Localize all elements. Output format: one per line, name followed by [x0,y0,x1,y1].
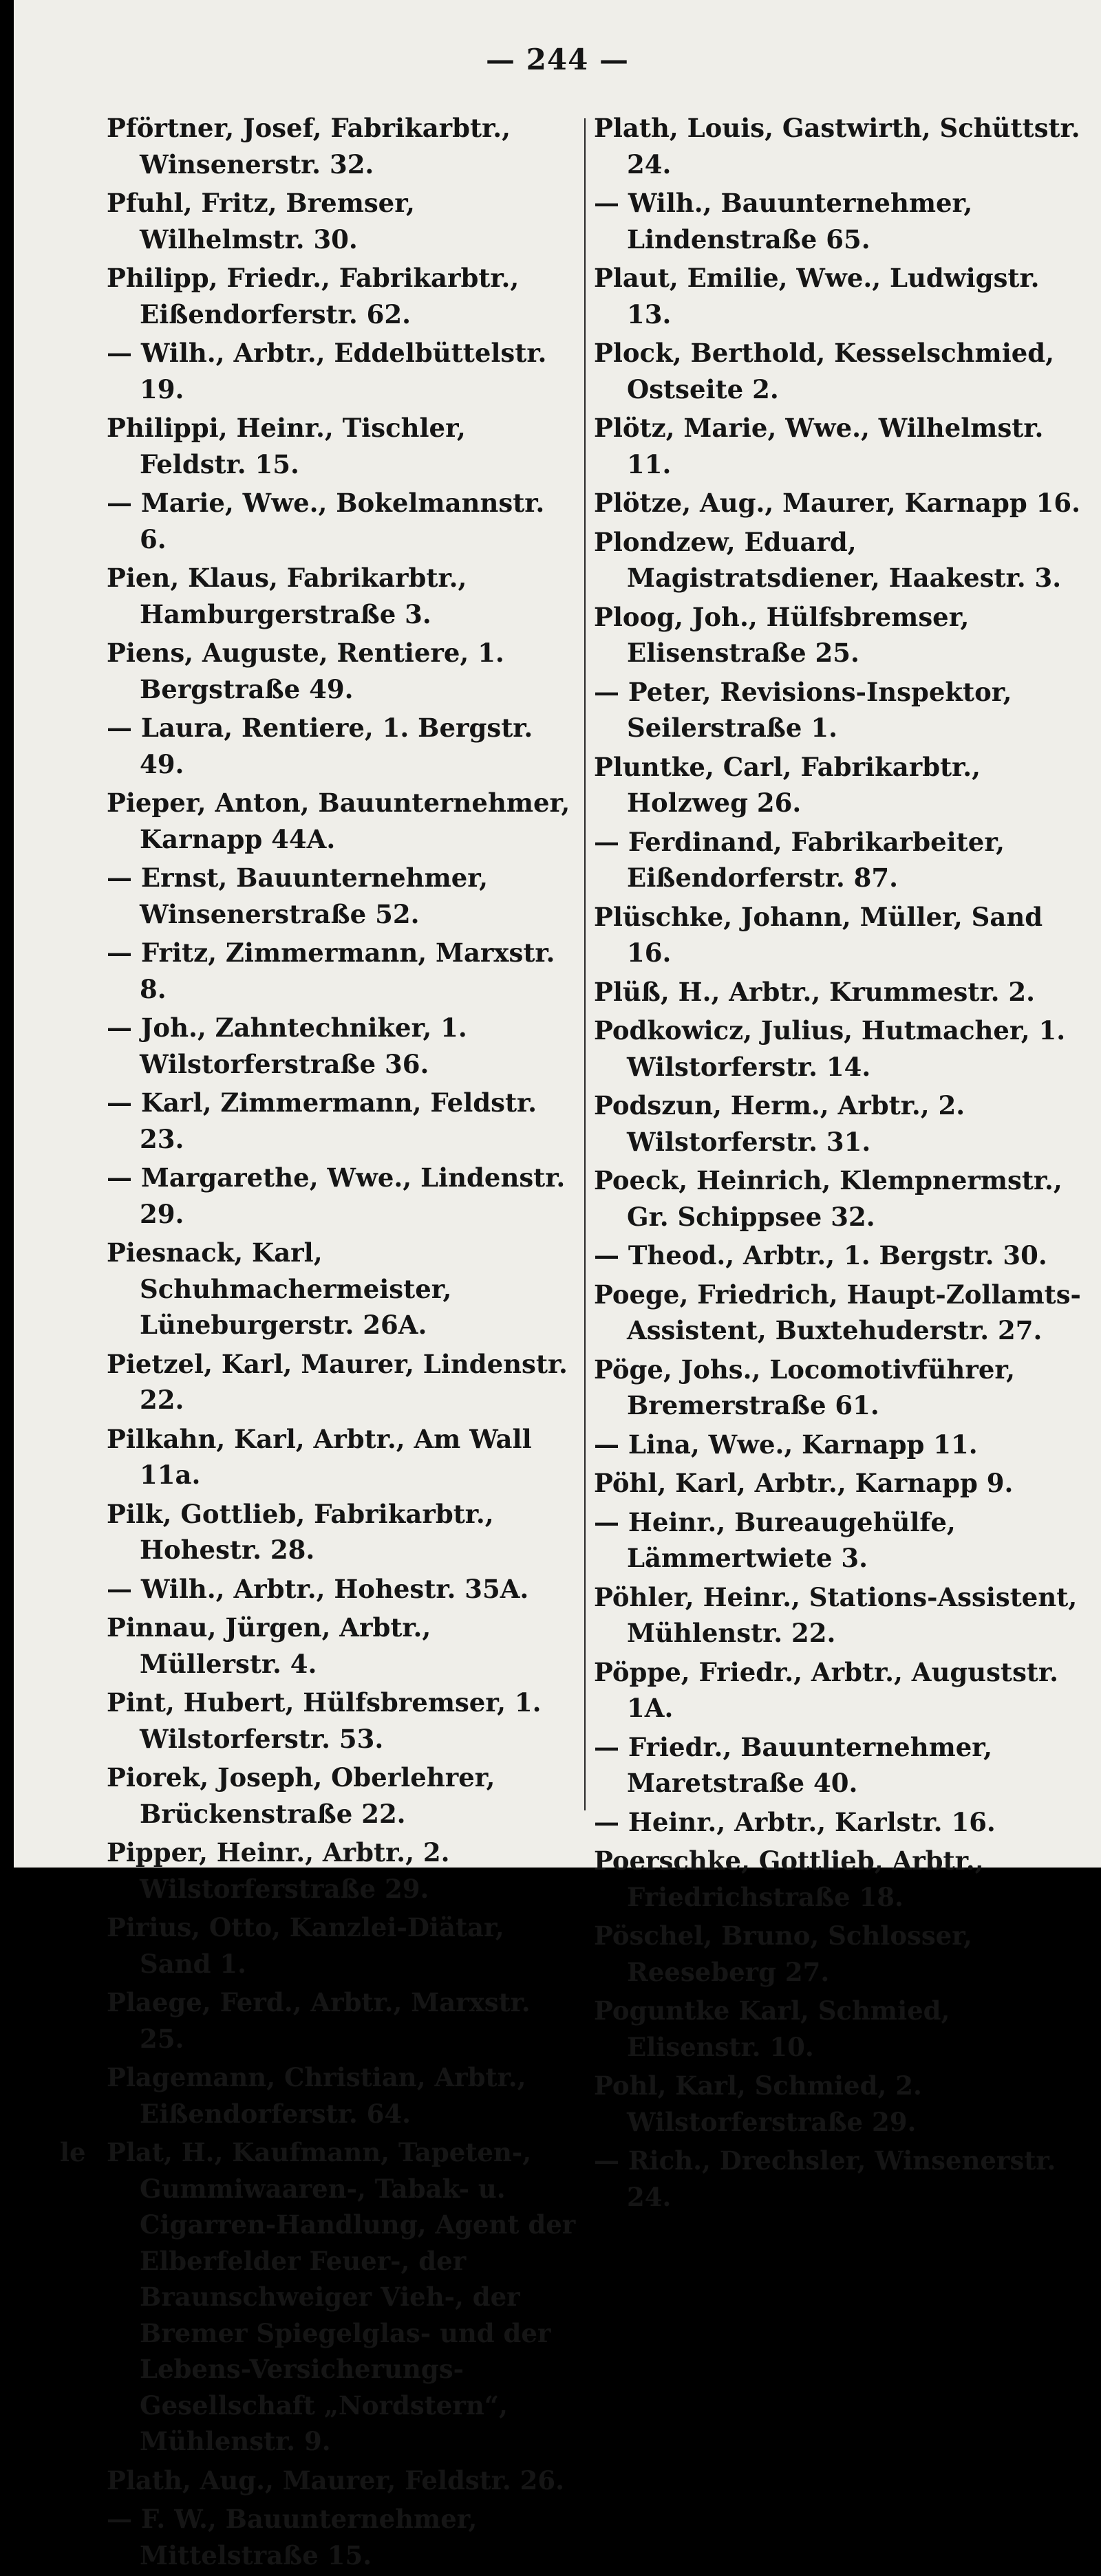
entry-text: — Rich., Drechsler, Winsenerstr. 24. [594,2145,1056,2212]
entry-text: Plötze, Aug., Maurer, Karnapp 16. [594,488,1081,518]
directory-entry [594,1013,1082,1085]
directory-entry [107,1571,578,1608]
directory-entry [107,1346,578,1418]
entry-text: — Theod., Arbtr., 1. Bergstr. 30. [594,1240,1047,1270]
entry-text: Pilkahn, Karl, Arbtr., Am Wall 11a. [107,1423,532,1490]
entry-text: Pilk, Gottlieb, Fabrikarbtr., Hohestr. 28. [107,1498,494,1565]
directory-entry [594,335,1082,407]
directory-entry [594,1993,1082,2065]
directory-entry [107,1235,578,1343]
entry-text: Pöhler, Heinr., Stations-Assistent, Mühlenstr. 22. [594,1581,1078,1648]
entry-text: Pluntke, Carl, Fabrikarbtr., Holzweg 26. [594,751,981,818]
entry-text: Plagemann, Christian, Arbtr., Eißendorferstr. 64. [107,2062,526,2129]
entry-text: — Heinr., Bureaugehülfe, Lämmertwiete 3. [594,1506,956,1573]
directory-entry [107,2463,578,2499]
entry-text: — Margarethe, Wwe., Lindenstr. 29. [107,1162,566,1229]
directory-entry [107,1010,578,1082]
directory-entry [107,335,578,407]
left-column [60,110,578,2576]
directory-entry [107,635,578,707]
entry-text: Pieper, Anton, Bauunternehmer, Karnapp 44A. [107,788,570,854]
page-number: — 244 — [486,43,629,76]
entry-text: — Heinr., Arbtr., Karlstr. 16. [594,1806,996,1837]
directory-entry [594,1843,1082,1915]
directory-entry [594,2068,1082,2140]
entry-text: Plondzew, Eduard, Magistratsdiener, Haakestr. 3. [594,526,1062,593]
entry-text: Philippi, Heinr., Tischler, Feldstr. 15. [107,413,466,479]
directory-entry [594,1352,1082,1424]
entry-text: Pöppe, Friedr., Arbtr., Auguststr. 1A. [594,1656,1058,1723]
entry-text: Plüschke, Johann, Müller, Sand 16. [594,901,1043,968]
directory-entry [594,185,1082,257]
directory-entry [107,485,578,557]
directory-entry [594,524,1082,596]
directory-entry [107,560,578,632]
directory-entry [594,110,1082,182]
entry-text: — Marie, Wwe., Bokelmannstr. 6. [107,488,545,554]
directory-entry [107,1760,578,1832]
entry-text: Plaege, Ferd., Arbtr., Marxstr. 25. [107,1987,531,2054]
directory-entry [594,260,1082,332]
entry-text: Pöhl, Karl, Arbtr., Karnapp 9. [594,1468,1014,1498]
directory-entry [594,1427,1082,1463]
directory-entry [107,2059,578,2132]
directory-entry [107,1685,578,1757]
directory-entry [594,1237,1082,1274]
directory-entry [107,1834,578,1907]
entry-text: Pohl, Karl, Schmied, 2. Wilstorferstraße 29. [594,2070,922,2137]
directory-entry [594,974,1082,1010]
directory-entry [107,1496,578,1568]
entry-text: Poguntke Karl, Schmied, Elisenstr. 10. [594,1995,950,2062]
entry-text: Piesnack, Karl, Schuhmachermeister, Lüneburgerstr. 26A. [107,1237,452,1340]
entry-text: — Ferdinand, Fabrikarbeiter, Eißendorferstr. 87. [594,826,1005,893]
directory-entry [107,1421,578,1493]
entry-text: Pirius, Otto, Kanzlei-Diätar, Sand 1. [107,1912,504,1979]
entry-text: Pipper, Heinr., Arbtr., 2. Wilstorferstraße 29. [107,1837,450,1904]
directory-entry [107,1085,578,1157]
entry-text: Pöge, Johs., Locomotivführer, Bremerstraße 61. [594,1354,1016,1420]
entry-text: — Wilh., Arbtr., Eddelbüttelstr. 19. [107,338,547,404]
entry-text: Plüß, H., Arbtr., Krummestr. 2. [594,976,1035,1007]
directory-entry [594,674,1082,746]
entry-text: — Lina, Wwe., Karnapp 11. [594,1429,978,1460]
directory-entry [107,785,578,857]
directory-entry [594,824,1082,896]
entry-text: Pfuhl, Fritz, Bremser, Wilhelmstr. 30. [107,188,415,255]
entry-text: — Fritz, Zimmermann, Marxstr. 8. [107,938,555,1004]
entry-text: — F. W., Bauunternehmer, Mittelstraße 15. [107,2504,478,2570]
entry-text: — Karl, Zimmermann, Feldstr. 23. [107,1087,537,1154]
directory-entry [594,1162,1082,1235]
entry-text: — Friedr., Bauunternehmer, Maretstraße 40. [594,1731,992,1798]
directory-entry [594,1465,1082,1502]
directory-entry [594,1654,1082,1727]
entry-text: Pint, Hubert, Hülfsbremser, 1. Wilstorferstr. 53. [107,1687,542,1754]
directory-entry [107,110,578,182]
directory-entry [594,599,1082,671]
directory-entry [107,1909,578,1982]
directory-entry [107,185,578,257]
entry-text: Plath, Aug., Maurer, Feldstr. 26. [107,2465,565,2496]
directory-entry [594,1579,1082,1652]
entry-text: Pinnau, Jürgen, Arbtr., Müllerstr. 4. [107,1612,431,1679]
entry-text: — Ernst, Bauunternehmer, Winsenerstraße 52. [107,863,488,929]
right-column [594,110,1082,2218]
directory-entry [594,899,1082,971]
directory-entry [107,860,578,932]
entry-text: — Peter, Revisions-Inspektor, Seilerstraße 1. [594,676,1012,743]
entry-text: Poerschke, Gottlieb, Arbtr., Friedrichstraße 18. [594,1846,984,1912]
directory-entry [594,1277,1082,1349]
entry-text: — Laura, Rentiere, 1. Bergstr. 49. [107,713,533,779]
directory-entry [107,710,578,782]
directory-entry [107,410,578,482]
entry-text: Pietzel, Karl, Maurer, Lindenstr. 22. [107,1348,568,1415]
directory-entry [594,1918,1082,1990]
entry-text: — Wilh., Bauunternehmer, Lindenstraße 65. [594,188,973,255]
entry-text: Ploog, Joh., Hülfsbremser, Elisenstraße 25. [594,601,970,668]
directory-page [14,0,1101,2570]
directory-entry: le Plat, H., Kaufmann, Tapeten-, Gummiwaaren-, Tabak- u. Cigarren-Handlung, Agent der Elberfelder Feuer-, der Braunschweiger Vieh-, der Bremer Spiegelglas- und der Lebens-Versicherungs-Gesellschaft „Nordstern“, Mühlenstr. 9. [60,2137,576,2456]
entry-text: Plat, H., Kaufmann, Tapeten-, Gummiwaaren-, Tabak- u. Cigarren-Handlung, Agent der Elberfelder Feuer-, der Braunschweiger Vieh-, der Bremer Spiegelglas- und der Lebens-Versicherungs-Gesellschaft „Nordstern“, Mühlenstr. 9. [107,2137,576,2456]
directory-entry [594,1087,1082,1160]
entry-text: Plaut, Emilie, Wwe., Ludwigstr. 13. [594,263,1040,329]
entry-text: Philipp, Friedr., Fabrikarbtr., Eißendorferstr. 62. [107,263,520,329]
entry-text: Podkowicz, Julius, Hutmacher, 1. Wilstorferstr. 14. [594,1015,1066,1082]
entry-text: Plath, Louis, Gastwirth, Schüttstr. 24. [594,113,1080,180]
directory-entry [107,935,578,1007]
directory-entry [107,1160,578,1232]
directory-entry [107,1984,578,2057]
directory-entry [107,2501,578,2573]
directory-entry [107,260,578,332]
entry-text: Poege, Friedrich, Haupt-Zollamts-Assistent, Buxtehuderstr. 27. [594,1279,1081,1345]
entry-text: Pöschel, Bruno, Schlosser, Reeseberg 27. [594,1920,972,1987]
entry-text: Plötz, Marie, Wwe., Wilhelmstr. 11. [594,413,1044,479]
entry-text: Poeck, Heinrich, Klempnermstr., Gr. Schippsee 32. [594,1165,1062,1232]
entry-text: — Wilh., Arbtr., Hohestr. 35A. [107,1573,529,1604]
entry-text: Piorek, Joseph, Oberlehrer, Brückenstraße 22. [107,1762,495,1829]
entry-text: Pien, Klaus, Fabrikarbtr., Hamburgerstraße 3. [107,563,467,629]
column-divider [584,118,586,1810]
entry-text: Piens, Auguste, Rentiere, 1. Bergstraße 49. [107,638,504,704]
directory-entry [594,749,1082,821]
entry-text: Pförtner, Josef, Fabrikarbtr., Winsenerstr. 32. [107,113,511,180]
directory-entry [594,410,1082,482]
entry-text: Plock, Berthold, Kesselschmied, Ostseite 2. [594,338,1055,404]
directory-entry [594,485,1082,521]
entry-text: Podszun, Herm., Arbtr., 2. Wilstorferstr. 31. [594,1090,965,1157]
directory-entry [594,2143,1082,2215]
directory-entry [107,1610,578,1682]
directory-entry [594,1504,1082,1577]
directory-entry [594,1804,1082,1841]
entry-text: — Joh., Zahntechniker, 1. Wilstorferstraße 36. [107,1013,467,1079]
directory-entry [594,1729,1082,1801]
